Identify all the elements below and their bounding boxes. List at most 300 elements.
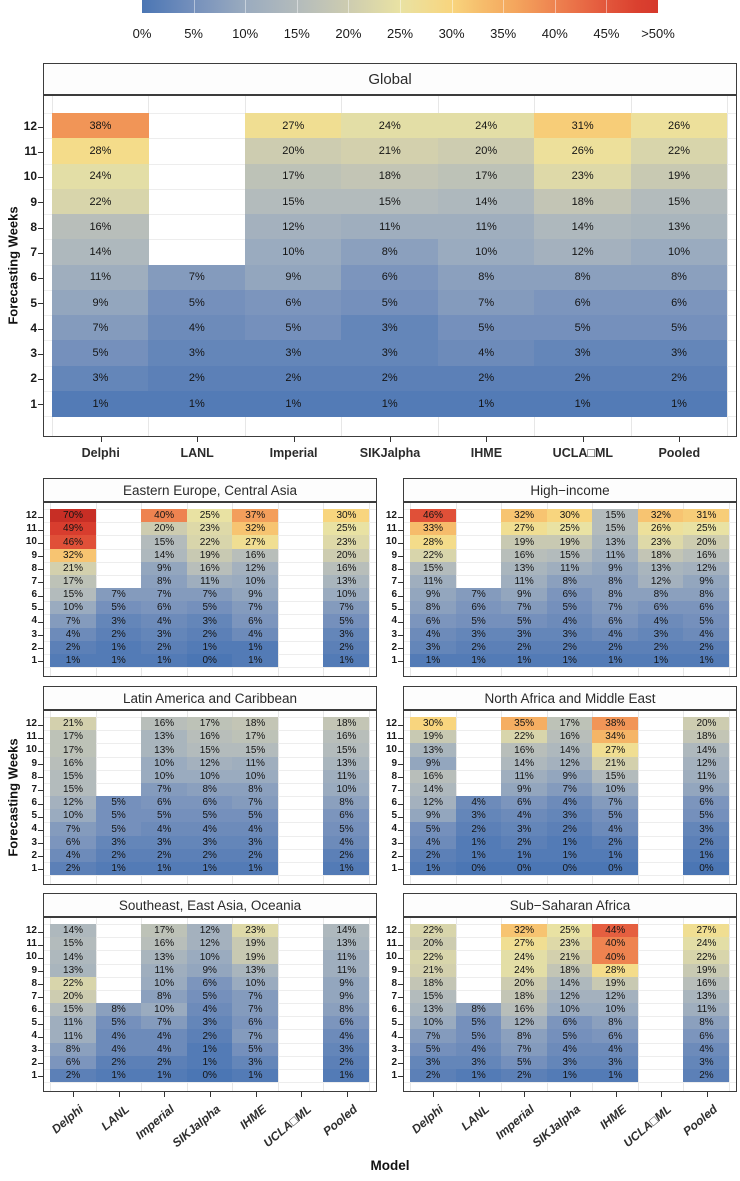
color-scale-tick	[503, 0, 504, 13]
heatmap-cell: 5%	[456, 1029, 502, 1043]
heatmap-cell: 6%	[323, 1016, 369, 1030]
heatmap-cell: 12%	[187, 924, 233, 938]
heatmap-cell: 14%	[547, 743, 593, 757]
heatmap-cell: 19%	[683, 964, 729, 978]
y-tick-mark	[38, 354, 43, 355]
y-tick-mark	[38, 404, 43, 405]
heatmap-cell: 7%	[547, 783, 593, 797]
heatmap-cell: 0%	[187, 1069, 233, 1083]
x-tick-label-rotated: Delphi	[409, 1102, 447, 1137]
heatmap-cell: 12%	[547, 757, 593, 771]
y-tick-mark	[38, 817, 43, 818]
heatmap-panel	[43, 478, 377, 677]
y-tick-mark	[398, 738, 403, 739]
panel-title: Southeast, East Asia, Oceania	[118, 897, 302, 913]
heatmap-cell: 5%	[187, 990, 233, 1004]
heatmap-panel	[403, 686, 737, 885]
y-tick-mark	[38, 329, 43, 330]
heatmap-cell: 5%	[438, 315, 535, 341]
heatmap-cell: 11%	[683, 1003, 729, 1017]
heatmap-cell: 40%	[141, 509, 187, 523]
heatmap-cell: 1%	[592, 654, 638, 668]
heatmap-cell: 18%	[410, 977, 456, 991]
heatmap-cell: 2%	[547, 822, 593, 836]
heatmap-cell: 14%	[501, 757, 547, 771]
x-tick-label: SIKJalpha	[359, 446, 421, 460]
heatmap-cell: 4%	[456, 796, 502, 810]
heatmap-cell: 2%	[534, 366, 631, 392]
heatmap-cell: 7%	[141, 1016, 187, 1030]
x-tick-mark	[390, 437, 391, 442]
heatmap-cell: 7%	[438, 290, 535, 316]
y-tick-label: 6	[31, 1004, 37, 1016]
heatmap-cell: 2%	[683, 1069, 729, 1083]
heatmap-panel	[43, 63, 737, 437]
heatmap-cell: 8%	[232, 783, 278, 797]
x-tick-mark	[661, 1092, 662, 1097]
y-tick-mark	[398, 530, 403, 531]
heatmap-cell: 2%	[410, 849, 456, 863]
heatmap-cell: 24%	[52, 164, 149, 190]
y-tick-mark	[398, 1076, 403, 1077]
x-axis-title: Model	[370, 1158, 410, 1173]
heatmap-cell: 8%	[638, 588, 684, 602]
heatmap-cell: 6%	[141, 796, 187, 810]
y-tick-label: 9	[391, 549, 397, 561]
y-tick-label: 8	[391, 770, 397, 782]
heatmap-cell: 2%	[683, 836, 729, 850]
heatmap-cell: 1%	[438, 391, 535, 417]
y-tick-label: 11	[26, 938, 37, 950]
heatmap-cell: 30%	[547, 509, 593, 523]
heatmap-cell: 6%	[187, 977, 233, 991]
heatmap-cell: 4%	[410, 836, 456, 850]
heatmap-cell: 25%	[547, 924, 593, 938]
x-tick-mark	[164, 1092, 165, 1097]
heatmap-plot-area	[44, 503, 376, 676]
y-tick-mark	[38, 1024, 43, 1025]
heatmap-cell: 3%	[323, 1043, 369, 1057]
heatmap-cell: 17%	[547, 717, 593, 731]
heatmap-cell: 30%	[323, 509, 369, 523]
y-tick-label: 5	[31, 602, 37, 614]
y-tick-label: 4	[31, 1030, 37, 1042]
heatmap-cell: 2%	[187, 628, 233, 642]
y-tick-label: 3	[391, 836, 397, 848]
heatmap-cell: 1%	[534, 391, 631, 417]
y-tick-mark	[38, 738, 43, 739]
y-tick-mark	[398, 945, 403, 946]
heatmap-cell: 13%	[323, 575, 369, 589]
heatmap-cell: 16%	[501, 549, 547, 563]
heatmap-cell: 1%	[187, 641, 233, 655]
heatmap-cell: 2%	[683, 641, 729, 655]
heatmap-cell: 31%	[534, 113, 631, 139]
heatmap-cell: 5%	[456, 614, 502, 628]
y-tick-mark	[398, 971, 403, 972]
heatmap-cell: 10%	[187, 770, 233, 784]
heatmap-cell: 9%	[501, 783, 547, 797]
y-tick-mark	[38, 202, 43, 203]
heatmap-plot-area	[44, 96, 736, 436]
color-scale-tick-label: 40%	[541, 26, 568, 41]
heatmap-cell: 18%	[232, 717, 278, 731]
heatmap-cell: 15%	[323, 743, 369, 757]
y-tick-label: 3	[391, 628, 397, 640]
heatmap-cell: 13%	[631, 214, 728, 240]
heatmap-cell: 17%	[187, 717, 233, 731]
heatmap-cell: 7%	[592, 796, 638, 810]
y-tick-label: 4	[391, 615, 397, 627]
heatmap-cell: 16%	[52, 214, 149, 240]
heatmap-cell: 6%	[683, 1029, 729, 1043]
y-tick-label: 9	[391, 757, 397, 769]
heatmap-cell: 2%	[141, 641, 187, 655]
heatmap-cell: 5%	[96, 1016, 142, 1030]
heatmap-cell: 44%	[592, 924, 638, 938]
heatmap-cell: 8%	[631, 265, 728, 291]
heatmap-cell: 10%	[592, 1003, 638, 1017]
heatmap-cell: 6%	[232, 614, 278, 628]
heatmap-cell: 11%	[52, 265, 149, 291]
heatmap-cell: 15%	[50, 588, 96, 602]
heatmap-cell: 10%	[323, 783, 369, 797]
heatmap-cell: 6%	[631, 290, 728, 316]
y-tick-label: 1	[391, 1069, 397, 1081]
heatmap-cell: 10%	[547, 1003, 593, 1017]
heatmap-cell: 27%	[501, 522, 547, 536]
y-tick-label: 4	[31, 615, 37, 627]
y-tick-label: 2	[391, 849, 397, 861]
heatmap-cell: 5%	[148, 290, 245, 316]
heatmap-cell: 19%	[232, 950, 278, 964]
y-tick-mark	[38, 777, 43, 778]
heatmap-cell: 32%	[501, 924, 547, 938]
heatmap-cell: 1%	[50, 654, 96, 668]
y-tick-mark	[38, 609, 43, 610]
heatmap-cell: 7%	[232, 1003, 278, 1017]
heatmap-cell: 5%	[96, 822, 142, 836]
heatmap-cell: 2%	[141, 849, 187, 863]
heatmap-cell: 9%	[683, 783, 729, 797]
heatmap-cell: 24%	[438, 113, 535, 139]
heatmap-cell: 20%	[501, 977, 547, 991]
heatmap-cell: 15%	[592, 509, 638, 523]
heatmap-cell: 8%	[341, 239, 438, 265]
heatmap-cell: 13%	[683, 990, 729, 1004]
heatmap-cell: 8%	[96, 1003, 142, 1017]
heatmap-cell: 15%	[187, 743, 233, 757]
heatmap-cell: 3%	[638, 628, 684, 642]
heatmap-cell: 7%	[501, 601, 547, 615]
heatmap-cell: 21%	[592, 757, 638, 771]
heatmap-cell: 1%	[232, 862, 278, 876]
y-tick-mark	[38, 517, 43, 518]
heatmap-cell: 13%	[141, 743, 187, 757]
y-tick-mark	[38, 764, 43, 765]
heatmap-cell: 2%	[438, 366, 535, 392]
heatmap-cell: 11%	[50, 1029, 96, 1043]
x-tick-mark	[479, 1092, 480, 1097]
y-tick-label: 12	[23, 118, 37, 133]
heatmap-cell: 1%	[410, 862, 456, 876]
color-scale-tick	[297, 0, 298, 13]
x-tick-label-rotated: Pooled	[320, 1102, 360, 1139]
x-tick-label-rotated: IHME	[596, 1102, 629, 1133]
heatmap-cell: 1%	[187, 1043, 233, 1057]
heatmap-cell: 14%	[683, 743, 729, 757]
y-tick-mark	[38, 278, 43, 279]
heatmap-cell: 2%	[323, 1056, 369, 1070]
y-tick-mark	[38, 152, 43, 153]
heatmap-cell: 8%	[187, 783, 233, 797]
heatmap-cell: 4%	[141, 614, 187, 628]
heatmap-cell: 11%	[323, 950, 369, 964]
heatmap-cell: 15%	[50, 937, 96, 951]
heatmap-cell: 11%	[141, 964, 187, 978]
y-tick-mark	[38, 1076, 43, 1077]
heatmap-cell: 11%	[592, 549, 638, 563]
heatmap-cell: 4%	[50, 628, 96, 642]
y-tick-mark	[398, 596, 403, 597]
heatmap-cell: 14%	[547, 977, 593, 991]
heatmap-cell: 4%	[683, 628, 729, 642]
heatmap-cell: 5%	[592, 809, 638, 823]
heatmap-cell: 2%	[96, 1056, 142, 1070]
y-tick-label: 8	[391, 977, 397, 989]
color-scale-tick-label: 25%	[386, 26, 414, 41]
y-tick-label: 2	[31, 849, 37, 861]
heatmap-cell: 9%	[323, 990, 369, 1004]
heatmap-cell: 2%	[245, 366, 342, 392]
heatmap-cell: 27%	[501, 937, 547, 951]
heatmap-cell: 1%	[683, 849, 729, 863]
x-tick-mark	[433, 1092, 434, 1097]
color-scale-tick	[400, 0, 401, 13]
color-scale-tick-label: 15%	[283, 26, 310, 41]
x-tick-mark	[119, 1092, 120, 1097]
heatmap-cell: 40%	[592, 950, 638, 964]
heatmap-cell: 13%	[323, 937, 369, 951]
heatmap-cell: 4%	[410, 628, 456, 642]
heatmap-cell: 15%	[50, 1003, 96, 1017]
heatmap-cell: 12%	[501, 1016, 547, 1030]
color-scale-tick-label: 45%	[593, 26, 620, 41]
y-tick-label: 2	[31, 641, 37, 653]
y-tick-label: 6	[391, 589, 397, 601]
heatmap-cell: 1%	[547, 654, 593, 668]
heatmap-cell: 16%	[410, 770, 456, 784]
y-tick-label: 11	[386, 523, 397, 535]
y-tick-label: 5	[391, 1017, 397, 1029]
heatmap-cell: 10%	[232, 770, 278, 784]
heatmap-cell: 2%	[323, 641, 369, 655]
heatmap-cell: 6%	[592, 614, 638, 628]
heatmap-cell: 1%	[456, 1069, 502, 1083]
x-tick-mark	[583, 437, 584, 442]
heatmap-cell: 3%	[456, 809, 502, 823]
color-scale-tick	[245, 0, 246, 13]
y-tick-label: 11	[26, 731, 37, 743]
x-tick-label-rotated: UCLA□ML	[260, 1102, 315, 1150]
heatmap-cell: 16%	[323, 730, 369, 744]
heatmap-cell: 1%	[638, 654, 684, 668]
heatmap-cell: 13%	[592, 535, 638, 549]
heatmap-cell: 34%	[592, 730, 638, 744]
heatmap-cell: 8%	[141, 990, 187, 1004]
heatmap-cell: 23%	[323, 535, 369, 549]
heatmap-cell: 40%	[592, 937, 638, 951]
heatmap-cell: 5%	[52, 340, 149, 366]
y-tick-label: 12	[385, 925, 397, 937]
heatmap-cell: 1%	[245, 391, 342, 417]
y-tick-mark	[398, 1050, 403, 1051]
heatmap-cell: 10%	[141, 757, 187, 771]
y-tick-mark	[38, 596, 43, 597]
y-tick-mark	[38, 556, 43, 557]
x-tick-label-rotated: Imperial	[493, 1102, 538, 1143]
heatmap-cell: 12%	[50, 796, 96, 810]
heatmap-cell: 4%	[456, 1043, 502, 1057]
heatmap-cell: 11%	[683, 770, 729, 784]
heatmap-cell: 3%	[96, 614, 142, 628]
heatmap-cell: 1%	[187, 862, 233, 876]
heatmap-cell: 5%	[323, 614, 369, 628]
heatmap-cell: 1%	[148, 391, 245, 417]
heatmap-cell: 2%	[96, 628, 142, 642]
heatmap-cell: 9%	[501, 588, 547, 602]
y-tick-mark	[398, 804, 403, 805]
heatmap-cell: 8%	[456, 1003, 502, 1017]
heatmap-cell: 1%	[631, 391, 728, 417]
heatmap-cell: 3%	[187, 1016, 233, 1030]
heatmap-cell: 17%	[245, 164, 342, 190]
heatmap-cell: 26%	[638, 522, 684, 536]
heatmap-cell: 6%	[410, 614, 456, 628]
heatmap-cell: 24%	[683, 937, 729, 951]
y-tick-mark	[398, 569, 403, 570]
y-tick-mark	[398, 830, 403, 831]
y-tick-label: 10	[25, 536, 37, 548]
heatmap-cell: 3%	[501, 628, 547, 642]
heatmap-cell: 2%	[410, 1069, 456, 1083]
heatmap-cell: 5%	[96, 796, 142, 810]
y-tick-label: 3	[391, 1043, 397, 1055]
heatmap-cell: 10%	[232, 575, 278, 589]
y-tick-mark	[38, 1011, 43, 1012]
heatmap-cell: 8%	[323, 1003, 369, 1017]
heatmap-cell: 0%	[592, 862, 638, 876]
heatmap-cell: 3%	[456, 1056, 502, 1070]
y-tick-label: 1	[31, 1069, 37, 1081]
heatmap-cell: 3%	[547, 1056, 593, 1070]
y-tick-label: 4	[30, 320, 37, 335]
y-tick-mark	[38, 1037, 43, 1038]
x-tick-label-rotated: LANL	[98, 1102, 132, 1134]
heatmap-cell: 22%	[410, 924, 456, 938]
y-tick-mark	[398, 777, 403, 778]
heatmap-cell: 18%	[341, 164, 438, 190]
heatmap-cell: 3%	[592, 1056, 638, 1070]
heatmap-cell: 4%	[232, 628, 278, 642]
heatmap-cell: 24%	[341, 113, 438, 139]
heatmap-cell: 3%	[245, 340, 342, 366]
y-tick-label: 9	[30, 194, 37, 209]
heatmap-cell: 17%	[438, 164, 535, 190]
heatmap-cell: 3%	[141, 628, 187, 642]
heatmap-cell: 6%	[232, 1016, 278, 1030]
heatmap-cell: 20%	[683, 535, 729, 549]
heatmap-cell: 3%	[547, 628, 593, 642]
heatmap-cell: 5%	[410, 1043, 456, 1057]
heatmap-cell: 9%	[323, 977, 369, 991]
heatmap-cell: 25%	[547, 522, 593, 536]
heatmap-cell: 26%	[534, 138, 631, 164]
x-tick-label-rotated: IHME	[236, 1102, 269, 1133]
heatmap-cell: 1%	[323, 1069, 369, 1083]
y-tick-mark	[38, 622, 43, 623]
heatmap-cell: 4%	[547, 614, 593, 628]
y-tick-label: 6	[391, 1004, 397, 1016]
y-tick-mark	[38, 543, 43, 544]
y-tick-mark	[38, 303, 43, 304]
heatmap-cell: 2%	[592, 641, 638, 655]
panel-title: Latin America and Caribbean	[122, 690, 298, 706]
y-tick-label: 7	[31, 783, 37, 795]
heatmap-cell: 5%	[187, 601, 233, 615]
x-tick-mark	[256, 1092, 257, 1097]
heatmap-cell: 2%	[501, 641, 547, 655]
y-tick-label: 4	[391, 1030, 397, 1042]
heatmap-cell: 11%	[410, 575, 456, 589]
heatmap-cell: 15%	[631, 189, 728, 215]
y-tick-label: 11	[386, 938, 397, 950]
heatmap-cell: 13%	[232, 964, 278, 978]
heatmap-cell: 6%	[547, 588, 593, 602]
heatmap-cell: 19%	[631, 164, 728, 190]
heatmap-cell: 10%	[592, 783, 638, 797]
heatmap-cell: 4%	[683, 1043, 729, 1057]
heatmap-cell: 15%	[232, 743, 278, 757]
heatmap-cell: 22%	[410, 549, 456, 563]
heatmap-cell: 18%	[638, 549, 684, 563]
y-tick-label: 7	[391, 575, 397, 587]
heatmap-cell: 13%	[50, 964, 96, 978]
heatmap-cell: 22%	[410, 950, 456, 964]
heatmap-cell: 18%	[547, 964, 593, 978]
heatmap-cell: 23%	[638, 535, 684, 549]
y-tick-mark	[38, 648, 43, 649]
heatmap-cell: 16%	[501, 743, 547, 757]
heatmap-cell: 11%	[232, 757, 278, 771]
heatmap-cell: 8%	[683, 1016, 729, 1030]
heatmap-cell: 30%	[410, 717, 456, 731]
heatmap-cell: 7%	[148, 265, 245, 291]
x-tick-label-rotated: UCLA□ML	[620, 1102, 675, 1150]
heatmap-cell: 21%	[410, 964, 456, 978]
y-tick-label: 9	[31, 757, 37, 769]
heatmap-cell: 33%	[410, 522, 456, 536]
heatmap-cell: 7%	[456, 588, 502, 602]
heatmap-cell: 14%	[52, 239, 149, 265]
heatmap-cell: 3%	[232, 1056, 278, 1070]
y-tick-label: 3	[31, 628, 37, 640]
y-tick-mark	[38, 725, 43, 726]
y-tick-label: 12	[25, 718, 37, 730]
heatmap-cell: 6%	[592, 1029, 638, 1043]
heatmap-cell: 3%	[187, 614, 233, 628]
heatmap-cell: 17%	[232, 730, 278, 744]
